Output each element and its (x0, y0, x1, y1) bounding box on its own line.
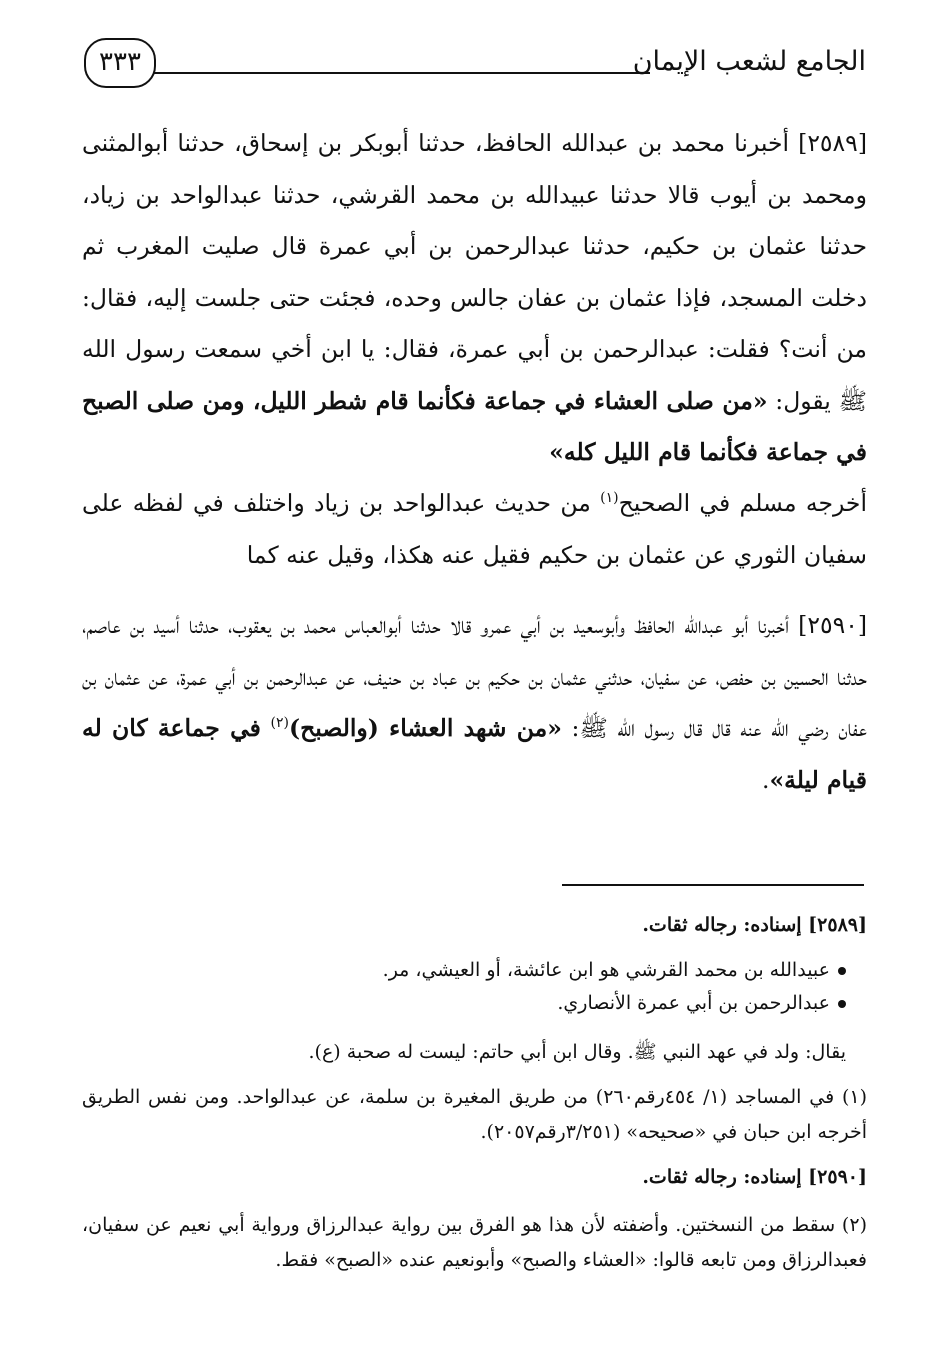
footnote-marker-2[interactable]: (٢) (270, 715, 289, 732)
hadith-end-mark: . (761, 765, 770, 794)
header-rule (154, 72, 650, 74)
hadith-text: أخبرنا أبو عبدالله الحافظ وأبوسعيد بن أبي عمرو قالا حدثنا أبوالعباس محمد بن يعقوب، حدثنا أسيد بن عاصم، حدثنا الحسين بن حفص، عن سفيان، حدثني عثمان بن حكيم بن عباد بن حنيف، عن عبدالرحمن بن أبي عمرة، عن عثمان بن عفان رضي الله عنه قال قال رسول الله ﷺ: (82, 611, 867, 742)
narrator-note-remark: يقال: ولد في عهد النبي ﷺ. وقال ابن أبي حاتم: ليست له صحبة (ع). (308, 1041, 846, 1063)
footnote-separator (562, 884, 864, 886)
footnote-1: (١) في المساجد (١/ ٤٥٤رقم٢٦٠) من طريق المغيرة بن سلمة، عن عبدالواحد. ومن نفس الطريق أخرجه ابن حبان في «صحيحه» (٣/٢٥١رقم٢٠٥٧). (82, 1086, 867, 1143)
isnad-note-2589: [٢٥٨٩] إسناده: رجاله ثقات. (642, 914, 867, 936)
footnote-marker-1[interactable]: (١) (600, 490, 619, 507)
isnad-note-2590: [٢٥٩٠] إسناده: رجاله ثقات. (642, 1166, 867, 1188)
takhrij-paragraph (82, 478, 867, 581)
narrator-note-text: عبدالرحمن بن أبي عمرة الأنصاري. (557, 992, 830, 1014)
hadith-2589 (82, 118, 867, 479)
footnote-2: (٢) سقط من النسختين. وأضفته لأن هذا هو الفرق بين رواية عبدالرزاق ورواية أبي نعيم عن سفيان، فعبدالرزاق ومن تابعه قالوا: «العشاء والصبح» وأبونعيم عنده «الصبح» فقط. (82, 1214, 867, 1271)
running-title: الجامع لشعب الإيمان (632, 46, 866, 77)
hadith-matn: «من صلى العشاء في جماعة فكأنما قام شطر الليل، ومن صلى الصبح في جماعة فكأنما قام الليل كله» (82, 386, 867, 466)
bullet-icon (838, 967, 846, 975)
hadith-number: [٢٥٨٩] (798, 129, 867, 157)
narrator-note-text: عبيدالله بن محمد القرشي هو ابن عائشة، أو العيشي، مر. (382, 959, 830, 981)
page-header (84, 38, 866, 100)
hadith-text: أخبرنا محمد بن عبدالله الحافظ، حدثنا أبوبكر بن إسحاق، حدثنا أبوالمثنى ومحمد بن أيوب قالا حدثنا عبيدالله بن محمد القرشي، حدثنا عبدالواحد بن زياد، حدثنا عثمان بن حكيم، حدثنا عبدالرحمن بن أبي عمرة قال صليت المغرب ثم دخلت المسجد، فإذا عثمان بن عفان جالس وحده، فجئت حتى جلست إليه، فقال: من أنت؟ فقلت: عبدالرحمن بن أبي عمرة، فقال: يا ابن أخي سمعت رسول الله ﷺ يقول: (82, 129, 867, 415)
takhrij-text-end: من حديث عبدالواحد بن زياد واختلف في لفظه على سفيان الثوري عن عثمان بن حكيم فقيل عنه هكذا، وقيل عنه كما (82, 489, 867, 569)
hadith-matn-part-1: «من شهد العشاء (والصبح) (288, 714, 562, 742)
takhrij-text-start: أخرجه مسلم في الصحيح (618, 489, 867, 517)
hadith-matn-part-2: في جماعة كان له قيام ليلة» (82, 714, 867, 794)
bullet-icon (838, 1000, 846, 1008)
narrator-note-1 (383, 953, 864, 988)
hadith-number: [٢٥٩٠] (798, 611, 867, 639)
hadith-2590 (82, 600, 867, 806)
narrator-note-2 (557, 986, 864, 1021)
page-number: ٣٣٣ (84, 38, 156, 88)
